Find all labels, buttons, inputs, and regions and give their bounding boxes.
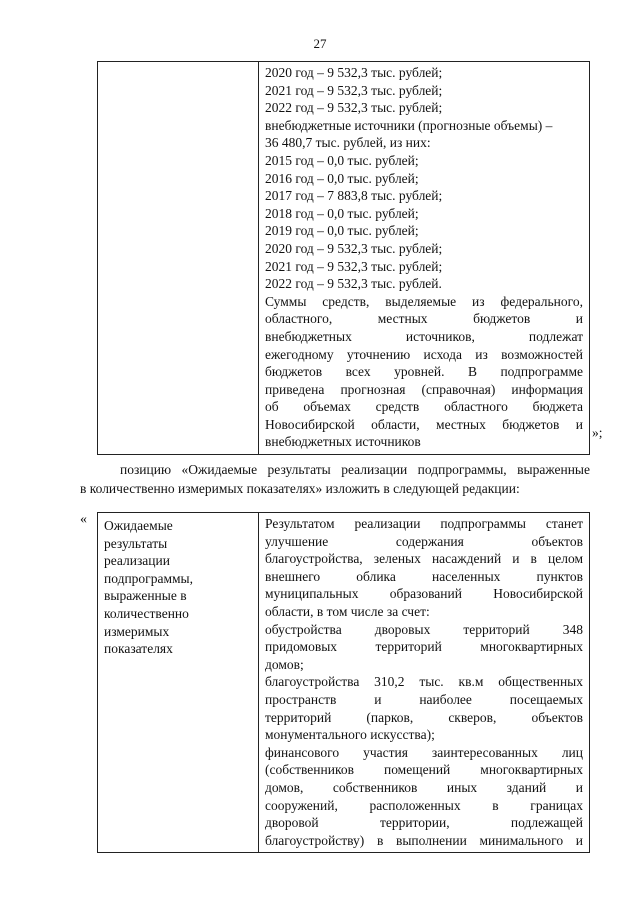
text-line: дворовой территории, подлежащей bbox=[265, 815, 583, 831]
text-line: 2017 год – 7 883,8 тыс. рублей; bbox=[265, 188, 443, 204]
text-line: Новосибирской области, местных бюджетов и bbox=[265, 416, 583, 432]
heading-line: измеримых bbox=[104, 623, 170, 639]
text-line: 36 480,7 тыс. рублей, из них: bbox=[265, 135, 431, 151]
text-line: Результатом реализации подпрограммы станет bbox=[265, 516, 583, 531]
text-line: об объемах средств областного бюджета bbox=[265, 399, 583, 415]
heading-line: Ожидаемые bbox=[104, 518, 173, 533]
text-line: приведена прогнозная (справочная) информация bbox=[265, 381, 583, 397]
heading-line: результаты bbox=[104, 535, 168, 551]
text-line: внебюджетных источников bbox=[265, 434, 421, 450]
amendment-paragraph bbox=[80, 461, 590, 498]
text-line: домов, собственников иных зданий и bbox=[265, 779, 583, 795]
text-line: 2016 год – 0,0 тыс. рублей; bbox=[265, 170, 419, 186]
text-line: 2019 год – 0,0 тыс. рублей; bbox=[265, 223, 419, 239]
text-line: внебюджетных источников, подлежат bbox=[265, 328, 583, 344]
financing-text bbox=[259, 62, 589, 454]
text-line: сооружений, расположенных в границах bbox=[265, 797, 583, 813]
text-line: пространств и наиболее посещаемых bbox=[265, 691, 583, 707]
text-line: (собственников помещений многоквартирных bbox=[265, 762, 583, 778]
financing-table bbox=[97, 61, 590, 455]
text-line: благоустройству) в выполнении минимального и bbox=[265, 832, 583, 848]
text-line: муниципальных образований Новосибирской bbox=[265, 586, 583, 602]
text-line: бюджетов всех уровней. В подпрограмме bbox=[265, 364, 583, 380]
text-line: области, в том числе за счет: bbox=[265, 603, 430, 619]
text-line: 2021 год – 9 532,3 тыс. рублей; bbox=[265, 82, 443, 98]
table1-right-cell bbox=[259, 62, 590, 455]
results-text bbox=[259, 513, 589, 852]
text-line: 2020 год – 9 532,3 тыс. рублей; bbox=[265, 240, 443, 256]
text-line: ежегодному уточнению исхода из возможностей bbox=[265, 346, 583, 362]
text-line: 2015 год – 0,0 тыс. рублей; bbox=[265, 152, 419, 168]
text-line: благоустройства, зеленых насаждений и в целом bbox=[265, 551, 583, 567]
paragraph-line: в количественно измеримых показателях» изложить в следующей редакции: bbox=[80, 480, 520, 496]
paragraph-line: позицию «Ожидаемые результаты реализации подпрограммы, выраженные bbox=[120, 462, 590, 477]
heading-line: выраженные в bbox=[104, 588, 187, 604]
text-line: областного, местных бюджетов и bbox=[265, 311, 583, 327]
text-line: улучшение содержания объектов bbox=[265, 533, 583, 549]
heading-line: реализации bbox=[104, 553, 170, 569]
text-line: 2022 год – 9 532,3 тыс. рублей. bbox=[265, 276, 442, 292]
text-line: внешнего облика населенных пунктов bbox=[265, 568, 583, 584]
heading-line: подпрограммы, bbox=[104, 570, 193, 586]
text-line: 2020 год – 9 532,3 тыс. рублей; bbox=[265, 65, 443, 80]
text-line: Суммы средств, выделяемые из федерального, bbox=[265, 293, 583, 309]
heading-line: количественно bbox=[104, 605, 189, 621]
table1-left-cell bbox=[98, 62, 259, 455]
text-line: 2018 год – 0,0 тыс. рублей; bbox=[265, 205, 419, 221]
text-line: придомовых территорий многоквартирных bbox=[265, 639, 583, 655]
table2-right-cell bbox=[259, 513, 590, 853]
text-line: финансового участия заинтересованных лиц bbox=[265, 744, 583, 760]
text-line: 2022 год – 9 532,3 тыс. рублей; bbox=[265, 100, 443, 116]
results-heading bbox=[98, 513, 258, 662]
opening-quote: « bbox=[80, 512, 87, 527]
text-line: монументального искусства); bbox=[265, 727, 435, 743]
table2-left-cell bbox=[98, 513, 259, 853]
text-line: территорий (парков, скверов, объектов bbox=[265, 709, 583, 725]
text-line: 2021 год – 9 532,3 тыс. рублей; bbox=[265, 258, 443, 274]
expected-results-table bbox=[97, 512, 590, 853]
closing-quote: »; bbox=[592, 425, 603, 440]
heading-line: показателях bbox=[104, 641, 173, 657]
page-number: 27 bbox=[313, 36, 327, 51]
text-line: благоустройства 310,2 тыс. кв.м общественных bbox=[265, 674, 583, 690]
text-line: обустройства дворовых территорий 348 bbox=[265, 621, 583, 637]
text-line: внебюджетные источники (прогнозные объемы) – bbox=[265, 117, 553, 133]
text-line: домов; bbox=[265, 656, 304, 672]
